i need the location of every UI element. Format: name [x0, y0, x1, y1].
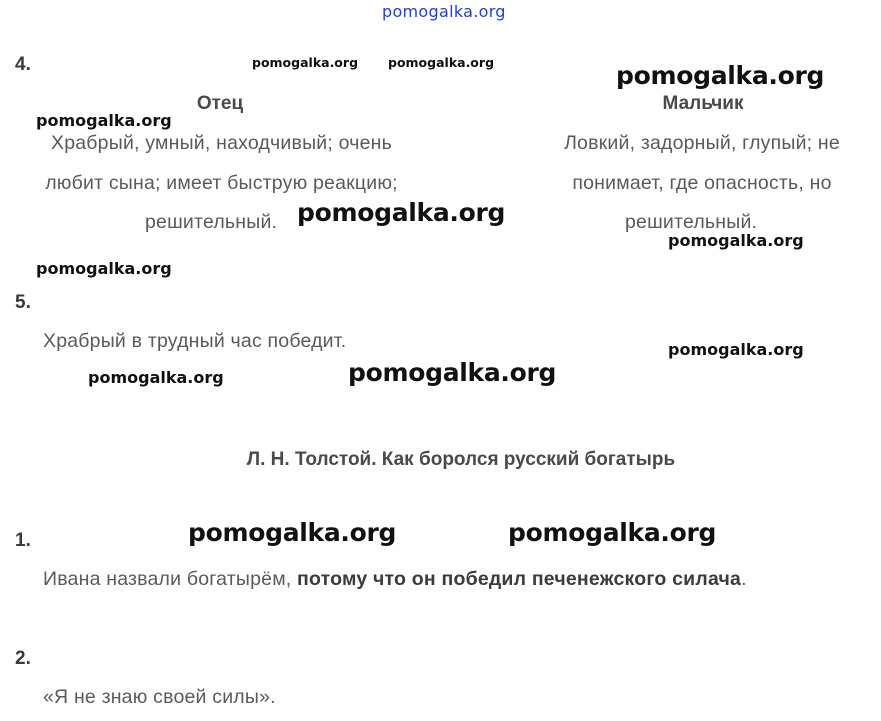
answer-period: .	[741, 568, 747, 590]
section2-question-2-answer: «Я не знаю своей силы».	[43, 686, 276, 708]
section2-question-2-number: 2.	[15, 648, 31, 669]
boy-description-line-3: решительный.	[625, 211, 758, 233]
watermark: pomogalka.org	[36, 259, 172, 278]
watermark: pomogalka.org	[668, 231, 804, 250]
watermark: pomogalka.org	[36, 111, 172, 130]
watermark: pomogalka.org	[88, 368, 224, 387]
watermark: pomogalka.org	[348, 358, 557, 387]
father-description-line-2: любит сына; имеет быструю реакцию;	[45, 172, 398, 194]
boy-description-line-2: понимает, где опасность, но	[572, 172, 832, 194]
watermark: pomogalka.org	[297, 198, 506, 227]
watermark: pomogalka.org	[388, 55, 495, 70]
section-title: Л. Н. Толстой. Как боролся русский богатырь	[246, 449, 676, 470]
question-5-number: 5.	[15, 292, 31, 313]
father-description-line-1: Храбрый, умный, находчивый; очень	[51, 132, 392, 154]
father-description-line-3: решительный.	[145, 211, 278, 233]
father-heading: Отец	[196, 93, 244, 114]
watermark-top: pomogalka.org	[382, 2, 506, 21]
answer-text: Ивана назвали богатырём,	[43, 568, 298, 590]
answer-emphasis: потому что он победил печенежского силача	[297, 568, 742, 590]
boy-description-line-1: Ловкий, задорный, глупый; не	[564, 132, 840, 154]
question-4-number: 4.	[15, 54, 31, 75]
question-5-answer: Храбрый в трудный час победит.	[43, 330, 347, 352]
section2-question-1-answer	[43, 568, 747, 591]
watermark: pomogalka.org	[508, 518, 717, 547]
watermark: pomogalka.org	[188, 518, 397, 547]
boy-heading: Мальчик	[662, 93, 744, 114]
watermark: pomogalka.org	[252, 55, 359, 70]
watermark: pomogalka.org	[616, 61, 825, 90]
watermark: pomogalka.org	[668, 340, 804, 359]
section2-question-1-number: 1.	[15, 530, 31, 551]
